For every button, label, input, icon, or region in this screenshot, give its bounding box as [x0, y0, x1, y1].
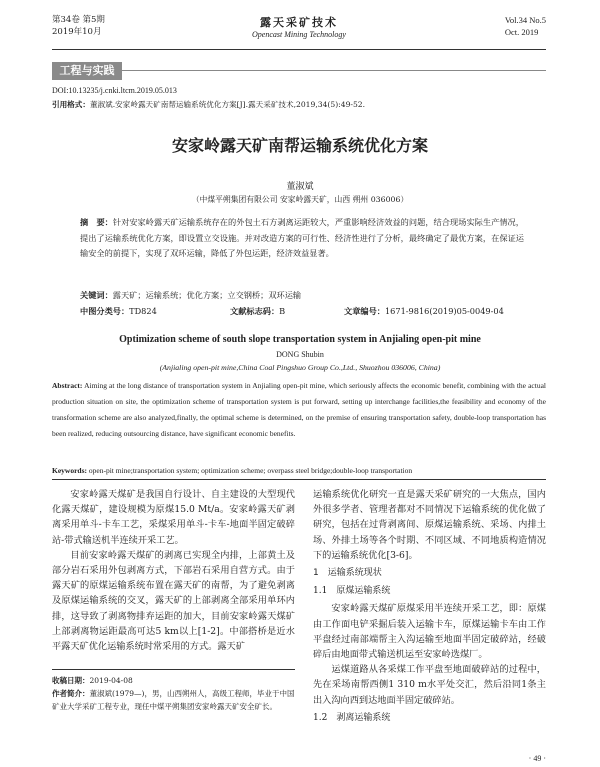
keywords-text: 露天矿；运输系统；优化方案；立交钢桥；双环运输	[112, 290, 302, 300]
body-paragraph: 运煤道路从各采煤工作平盘至地面破碎站的过程中，先在采场南帮西侧1 310 m水平处交汇，然后沿同1条主出入沟向西到达地面半固定破碎站。	[313, 664, 546, 706]
body-left-column	[52, 487, 295, 654]
doc-code	[230, 306, 286, 317]
article-number	[344, 306, 504, 317]
body-right-column	[313, 487, 546, 728]
clc-label: 中图分类号：	[80, 306, 130, 316]
english-affiliation: (Anjialing open-pit mine,China Coal Pingshuo Group Co.,Ltd., Shuozhou 036006, China)	[159, 363, 441, 372]
header-center	[52, 14, 546, 39]
keywords-cn	[80, 290, 524, 301]
received-value: 2019-04-08	[89, 676, 133, 685]
english-abstract-label: Abstract:	[52, 381, 83, 390]
page-header	[52, 10, 546, 50]
affiliation: （中煤平朔集团有限公司 安家岭露天矿，山西 朔州 036006）	[191, 195, 409, 204]
page-number: · 49 ·	[528, 754, 546, 763]
english-keywords-text: open-pit mine;transportation system; optimization scheme; overpass steel bridge;double-loop transportation	[88, 466, 413, 475]
subsection-heading: 1.2 剥离运输系统	[313, 712, 391, 723]
paper-title: 安家岭露天矿南帮运输系统优化方案	[171, 136, 428, 155]
english-keywords-label: Keywords:	[52, 466, 87, 475]
classification-line	[80, 306, 524, 318]
article-label: 文章编号：	[344, 306, 385, 316]
section-tag: 工程与实践	[52, 62, 122, 80]
header-right	[505, 14, 546, 38]
abstract-cn	[80, 215, 524, 262]
journal-name-cn: 露天采矿技术	[260, 16, 338, 29]
received-date	[52, 674, 295, 687]
volume-issue-cn: 第34卷 第5期	[52, 15, 105, 25]
journal-name-en: Opencast Mining Technology	[252, 30, 346, 39]
doc-value: B	[279, 306, 286, 316]
date-en: Oct. 2019	[504, 27, 539, 37]
body-paragraph: 安家岭露天煤矿原煤采用半连续开采工艺，即：原煤由工作面电铲采掘后装入运输卡车，原煤运输卡车由工作平盘经过南部端帮主入沟运输至地面半固定破碎站，经破碎后由地面带式输送机运至安家岭选煤厂。	[313, 603, 546, 661]
citation-label: 引用格式：	[52, 100, 90, 109]
abstract-text: 针对安家岭露天矿运输系统存在的外包土石方剥离运距较大，严重影响经济效益的问题，结合现场实际生产情况，提出了运输系统优化方案，即设置立交设施。并对改造方案的可行性、经济性进行了分析，最终确定了最优方案，在保证运输安全的前提下，实现了双环运输，降低了外包运距，经济效益显著。	[80, 217, 524, 258]
body-paragraph: 目前安家岭露天煤矿的剥离已实现全内排，上部黄土及部分岩石采用外包剥离方式，下部岩石采用自营方式。由于露天矿的原煤运输系统布置在露天矿的南帮，为了避免剥离及原煤运输系统的交叉，露天矿的上部剥离全部采用单环内排，这导致了剥离物排弃运距的加大，目前安家岭露天煤矿上部剥离物运距最高可达5 km以上[1-2]。中部搭桥是近水平露天矿优化运输系统时常采用的方式。露天矿	[52, 549, 295, 653]
body-paragraph: 运输系统优化研究一直是露天采矿研究的一大焦点，国内外很多学者、管理者都对不同情况下运输系统的优化做了研究，包括在过背剥离间、原煤运输系统、采场、内排土场、外排土场等各个时期、不同区域、不同地质构造情况下的运输系统优化[3-6]。	[313, 489, 546, 561]
author-bio-label: 作者简介：	[52, 689, 90, 698]
footnote	[52, 669, 295, 713]
date-cn: 2019年10月	[52, 27, 102, 37]
received-label: 收稿日期：	[52, 676, 90, 685]
subsection-heading: 1.1 原煤运输系统	[313, 586, 391, 597]
english-abstract-text: Aiming at the long distance of transportation system in Anjialing open-pit mine, which seriously affects the economic benefit, combining with the actual production situation on site, the optimization scheme of transportation system is put forward, setting up interchange facilities,the feasibility and economy of the transformation scheme are also analyzed,finally, the optimal scheme is determined, on the premise of ensuring transportation safety, double-loop transportation has been realized, reducing outsourcing distance, have significant economic benefits.	[52, 381, 546, 438]
doc-label: 文献标志码：	[230, 306, 280, 316]
english-keywords	[52, 466, 546, 475]
volume-issue-en: Vol.34 No.5	[504, 15, 546, 25]
citation	[52, 99, 546, 110]
author-bio-text: 董淑斌(1979—)，男，山西朔州人，高级工程师，毕业于中国矿业大学采矿工程专业，现任中煤平朔集团安家岭露天矿安全矿长。	[52, 689, 295, 711]
doi: DOI:10.13235/j.cnki.ltcm.2019.05.013	[52, 86, 177, 95]
author-name: 董淑斌	[286, 182, 314, 192]
english-title: Optimization scheme of south slope transportation system in Anjialing open-pit mine	[119, 334, 481, 345]
body-divider	[52, 479, 546, 480]
body-paragraph: 安家岭露天煤矿是我国自行设计、自主建设的大型现代化露天煤矿，建设规模为原煤15.0 Mt/a。安家岭露天矿剥离采用单斗-卡车工艺，采煤采用单斗-卡车-地面半固定破碎站-带式输送机半连续开采工艺。	[52, 489, 295, 546]
keywords-label: 关键词：	[80, 290, 113, 300]
english-author: DONG Shubin	[276, 350, 324, 359]
english-abstract	[52, 378, 546, 442]
article-value: 1671-9816(2019)05-0049-04	[384, 306, 504, 316]
clc-code	[80, 306, 157, 317]
citation-text: 董淑斌.安家岭露天矿南帮运输系统优化方案[J].露天采矿技术,2019,34(5):49-52.	[89, 100, 366, 109]
abstract-label: 摘 要：	[80, 217, 113, 227]
section-rule	[122, 70, 546, 71]
section-heading: 1 运输系统现状	[313, 568, 382, 579]
author-bio	[52, 687, 295, 713]
clc-value: TD824	[129, 306, 157, 316]
